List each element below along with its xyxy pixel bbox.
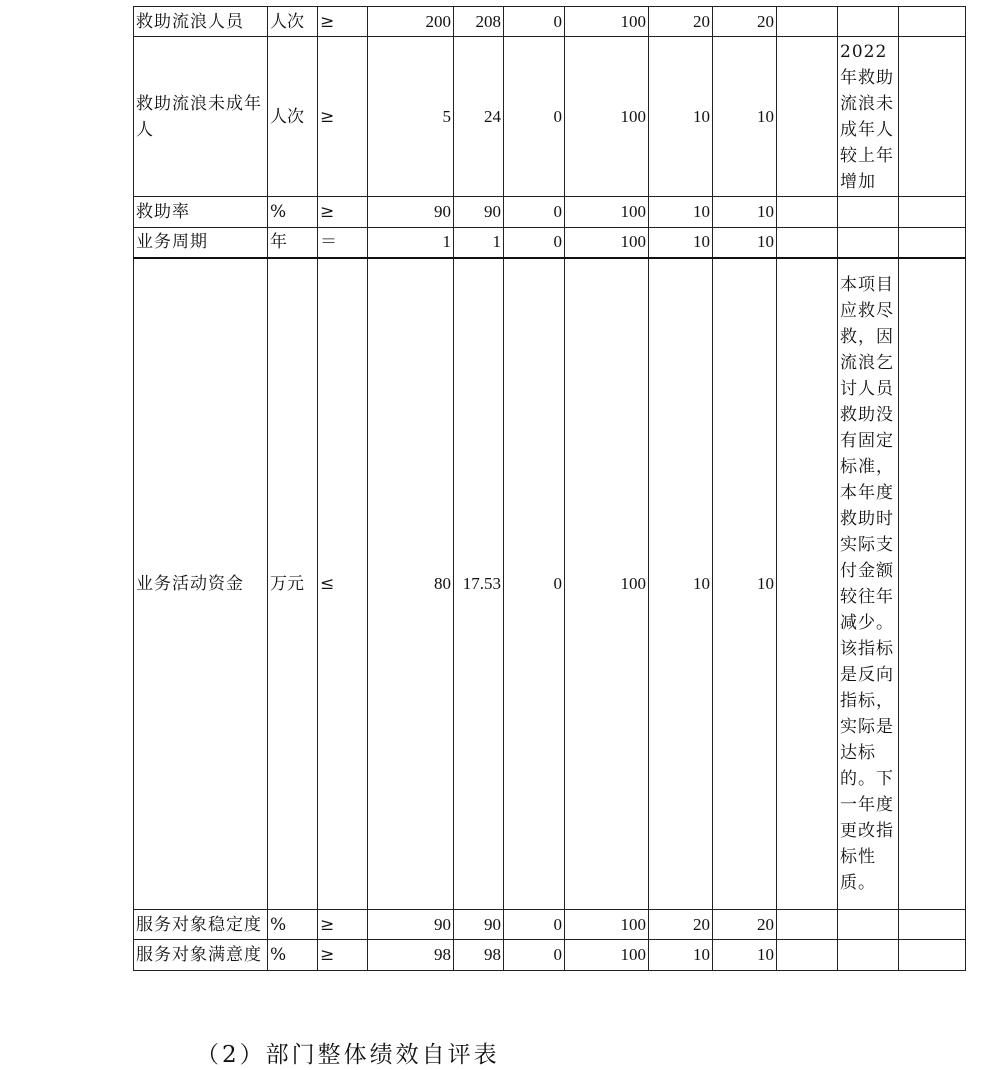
indicator-operator: ＝ bbox=[318, 228, 368, 258]
value-col-3: 20 bbox=[649, 7, 713, 37]
indicator-unit: 人次 bbox=[268, 37, 318, 197]
target-value: 98 bbox=[368, 940, 454, 971]
note-cell: 2022年救助流浪未成年人较上年增加 bbox=[838, 37, 899, 197]
value-col-3: 10 bbox=[649, 228, 713, 258]
actual-value: 90 bbox=[454, 910, 504, 940]
empty-cell bbox=[899, 228, 966, 258]
indicator-unit: 年 bbox=[268, 228, 318, 258]
value-col-4: 10 bbox=[713, 258, 777, 910]
empty-cell bbox=[777, 37, 838, 197]
actual-value: 208 bbox=[454, 7, 504, 37]
value-col-4: 20 bbox=[713, 7, 777, 37]
empty-cell bbox=[899, 197, 966, 228]
empty-cell bbox=[777, 940, 838, 971]
table-row bbox=[134, 7, 966, 37]
indicator-unit: 万元 bbox=[268, 258, 318, 910]
actual-value: 24 bbox=[454, 37, 504, 197]
value-col-2: 100 bbox=[565, 258, 649, 910]
note-cell bbox=[838, 910, 899, 940]
target-value: 200 bbox=[368, 7, 454, 37]
value-col-4: 10 bbox=[713, 228, 777, 258]
value-col-3: 10 bbox=[649, 197, 713, 228]
indicator-name: 救助流浪人员 bbox=[134, 7, 268, 37]
target-value: 80 bbox=[368, 258, 454, 910]
value-col-2: 100 bbox=[565, 940, 649, 971]
indicator-operator: ≤ bbox=[318, 258, 368, 910]
indicator-unit: % bbox=[268, 910, 318, 940]
value-col-1: 0 bbox=[504, 228, 565, 258]
table-row bbox=[134, 197, 966, 228]
value-col-2: 100 bbox=[565, 37, 649, 197]
actual-value: 17.53 bbox=[454, 258, 504, 910]
empty-cell bbox=[899, 37, 966, 197]
value-col-1: 0 bbox=[504, 910, 565, 940]
empty-cell bbox=[777, 910, 838, 940]
empty-cell bbox=[899, 7, 966, 37]
value-col-2: 100 bbox=[565, 197, 649, 228]
value-col-3: 20 bbox=[649, 910, 713, 940]
value-col-2: 100 bbox=[565, 7, 649, 37]
value-col-1: 0 bbox=[504, 197, 565, 228]
table-row bbox=[134, 228, 966, 258]
table-row bbox=[134, 910, 966, 940]
indicator-name: 服务对象稳定度 bbox=[134, 910, 268, 940]
note-cell bbox=[838, 940, 899, 971]
value-col-3: 10 bbox=[649, 940, 713, 971]
value-col-1: 0 bbox=[504, 940, 565, 971]
indicator-name: 救助率 bbox=[134, 197, 268, 228]
value-col-1: 0 bbox=[504, 37, 565, 197]
note-cell bbox=[838, 228, 899, 258]
note-cell bbox=[838, 197, 899, 228]
target-value: 90 bbox=[368, 197, 454, 228]
indicator-unit: 人次 bbox=[268, 7, 318, 37]
value-col-4: 10 bbox=[713, 940, 777, 971]
target-value: 5 bbox=[368, 37, 454, 197]
indicator-name: 业务周期 bbox=[134, 228, 268, 258]
actual-value: 1 bbox=[454, 228, 504, 258]
table-row bbox=[134, 940, 966, 971]
value-col-4: 20 bbox=[713, 910, 777, 940]
empty-cell bbox=[777, 228, 838, 258]
section-subtitle: （2）部门整体绩效自评表 bbox=[196, 1042, 500, 1068]
empty-cell bbox=[777, 197, 838, 228]
value-col-3: 10 bbox=[649, 37, 713, 197]
indicator-unit: % bbox=[268, 940, 318, 971]
indicator-name: 救助流浪未成年人 bbox=[134, 37, 268, 197]
value-col-3: 10 bbox=[649, 258, 713, 910]
target-value: 90 bbox=[368, 910, 454, 940]
target-value: 1 bbox=[368, 228, 454, 258]
indicator-operator: ≥ bbox=[318, 910, 368, 940]
value-col-2: 100 bbox=[565, 910, 649, 940]
table-row bbox=[134, 258, 966, 910]
value-col-1: 0 bbox=[504, 7, 565, 37]
value-col-4: 10 bbox=[713, 37, 777, 197]
indicator-name: 业务活动资金 bbox=[134, 258, 268, 910]
empty-cell bbox=[777, 258, 838, 910]
value-col-1: 0 bbox=[504, 258, 565, 910]
value-col-2: 100 bbox=[565, 228, 649, 258]
indicator-operator: ≥ bbox=[318, 7, 368, 37]
empty-cell bbox=[899, 940, 966, 971]
indicator-unit: % bbox=[268, 197, 318, 228]
note-cell bbox=[838, 7, 899, 37]
table-row bbox=[134, 37, 966, 197]
empty-cell bbox=[899, 910, 966, 940]
indicator-name: 服务对象满意度 bbox=[134, 940, 268, 971]
empty-cell bbox=[899, 258, 966, 910]
actual-value: 98 bbox=[454, 940, 504, 971]
indicator-operator: ≥ bbox=[318, 197, 368, 228]
indicator-operator: ≥ bbox=[318, 37, 368, 197]
note-cell: 本项目应救尽救，因流浪乞讨人员救助没有固定标准，本年度救助时实际支付金额较往年减少。该指标是反向指标，实际是达标的。下一年度更改指标性质。 bbox=[838, 258, 899, 910]
indicator-operator: ≥ bbox=[318, 940, 368, 971]
value-col-4: 10 bbox=[713, 197, 777, 228]
empty-cell bbox=[777, 7, 838, 37]
performance-table bbox=[133, 6, 966, 971]
actual-value: 90 bbox=[454, 197, 504, 228]
